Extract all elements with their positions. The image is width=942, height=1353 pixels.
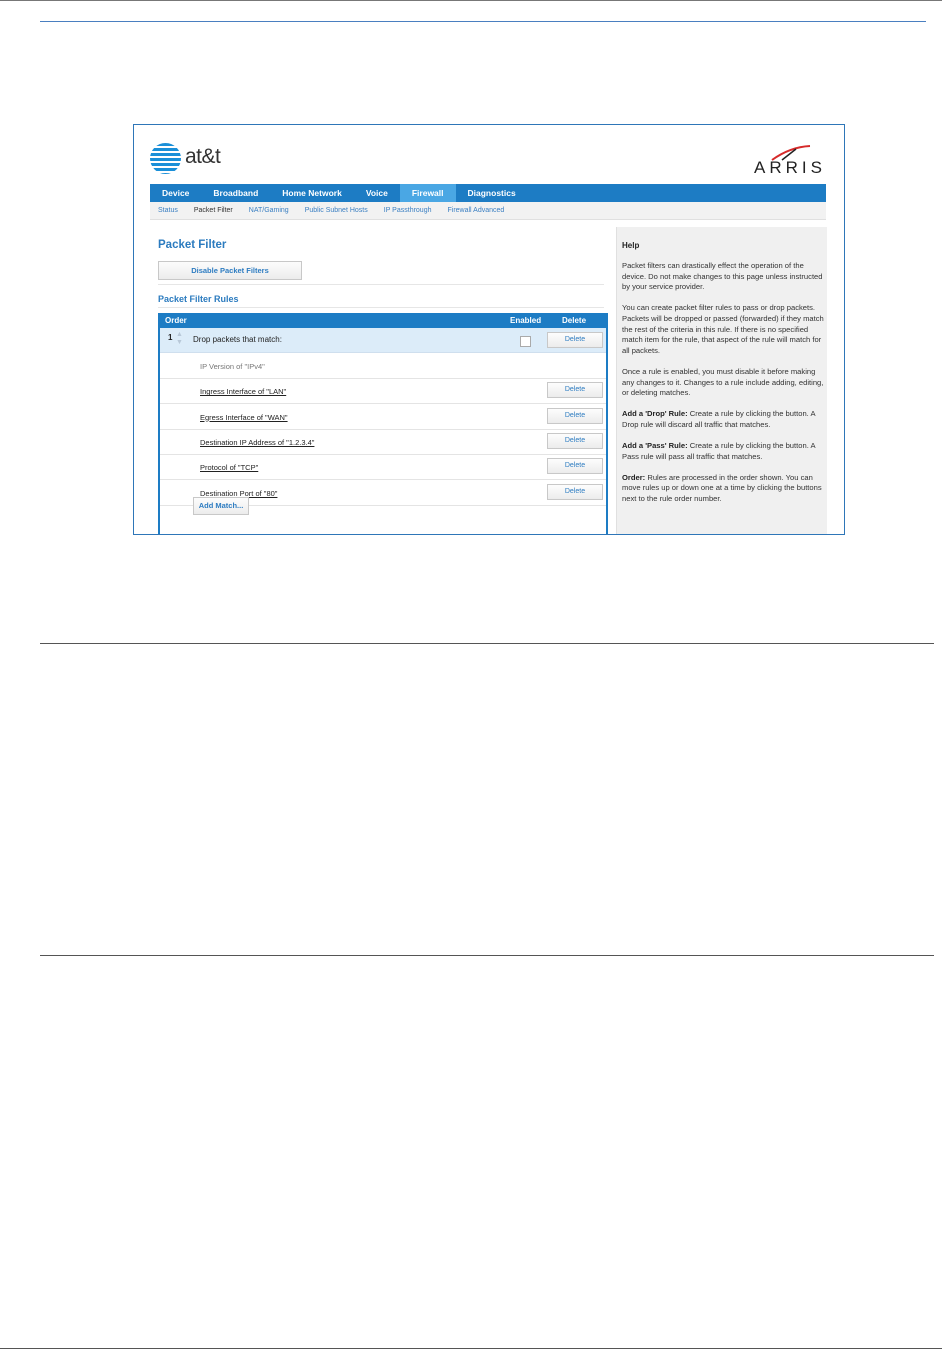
match-delete-button[interactable]: Delete (547, 433, 603, 449)
tab-firewall[interactable]: Firewall (400, 184, 456, 202)
match-delete-button[interactable]: Delete (547, 408, 603, 424)
help-term: Add a 'Pass' Rule: (622, 441, 688, 451)
router-ui (150, 125, 826, 534)
tab-diagnostics[interactable]: Diagnostics (467, 188, 516, 198)
match-label[interactable]: Egress Interface of "WAN" (200, 412, 288, 422)
help-title: Help (622, 241, 640, 250)
subnav-ip-passthrough[interactable]: IP Passthrough (383, 207, 432, 214)
help-body (622, 261, 826, 515)
tab-home-network[interactable]: Home Network (282, 188, 342, 198)
column-header-enabled: Enabled (510, 316, 542, 325)
match-delete-button[interactable]: Delete (547, 382, 603, 398)
help-paragraph: You can create packet filter rules to pass or drop packets. Packets will be dropped or passed (forwarded) if they match the rest of the criteria in this rule. If there is no specified match item for the rule, that aspect of the rule will match for all packets. (622, 303, 824, 355)
divider (158, 307, 604, 308)
match-row (160, 454, 606, 480)
help-text: Create a rule by clicking the button. A Drop rule will discard all traffic that matches. (622, 409, 816, 429)
help-paragraph (622, 409, 826, 430)
rule-enabled-checkbox[interactable] (520, 336, 531, 347)
column-header-delete: Delete (562, 316, 587, 325)
top-nav (150, 184, 826, 202)
help-paragraph (622, 441, 826, 462)
help-panel (616, 227, 827, 535)
divider (158, 284, 604, 285)
main-content (150, 227, 610, 535)
match-label: IP Version of "IPv4" (200, 362, 265, 371)
header-rule (40, 21, 926, 22)
add-match-button[interactable]: Add Match... (193, 497, 249, 515)
sub-nav (150, 202, 826, 220)
match-row (160, 378, 606, 404)
tab-broadband[interactable]: Broadband (213, 188, 259, 198)
subnav-nat-gaming[interactable]: NAT/Gaming (248, 207, 289, 214)
match-label[interactable]: Destination IP Address of "1.2.3.4" (200, 437, 315, 447)
help-term: Order: (622, 472, 646, 482)
page-top-border (0, 0, 942, 1)
rule-row (160, 328, 606, 353)
rule-delete-button[interactable]: Delete (547, 332, 603, 348)
att-globe-icon (150, 143, 181, 174)
reorder-arrows-icon[interactable]: ▲ ▼ (176, 331, 183, 346)
help-term: Add a 'Drop' Rule: (622, 409, 688, 419)
match-label[interactable]: Ingress Interface of "LAN" (200, 387, 287, 397)
tab-device[interactable]: Device (162, 188, 190, 198)
help-text: Create a rule by clicking the button. A Pass rule will pass all traffic that matches. (622, 441, 816, 461)
subnav-firewall-advanced[interactable]: Firewall Advanced (447, 207, 505, 214)
match-label[interactable]: Protocol of "TCP" (200, 463, 259, 473)
disable-packet-filters-button[interactable]: Disable Packet Filters (158, 261, 302, 280)
match-label[interactable]: Destination Port of "80" (200, 488, 278, 498)
rule-label: Drop packets that match: (193, 335, 282, 344)
match-delete-button[interactable]: Delete (547, 458, 603, 474)
help-paragraph (622, 473, 826, 505)
match-row (160, 429, 606, 455)
help-text: Rules are processed in the order shown. You can move rules up or down one at a time by clicking the buttons next to the rule order number. (622, 472, 822, 504)
page-divider (40, 955, 934, 956)
section-title: Packet Filter Rules (158, 294, 239, 304)
page-title: Packet Filter (158, 239, 227, 251)
att-logo (150, 143, 270, 177)
table-header (160, 313, 606, 328)
rule-order-number: 1 (168, 333, 173, 342)
subnav-public-subnet-hosts[interactable]: Public Subnet Hosts (304, 207, 368, 214)
arris-logo (736, 145, 826, 175)
tab-voice[interactable]: Voice (365, 188, 388, 198)
screenshot-frame (133, 124, 845, 535)
column-header-order: Order (165, 316, 187, 325)
subnav-status[interactable]: Status (158, 207, 178, 214)
packet-filter-rules-table (158, 313, 608, 535)
att-logo-text: at&t (185, 145, 221, 168)
arris-logo-text: ARRIS (754, 158, 826, 177)
help-paragraph: Packet filters can drastically effect the operation of the device. Do not make changes to this page unless instructed by your service provider. (622, 261, 823, 292)
match-row (160, 353, 606, 379)
match-row (160, 404, 606, 430)
page-bottom-border (0, 1348, 942, 1349)
match-delete-button[interactable]: Delete (547, 484, 603, 500)
page-divider (40, 643, 934, 644)
subnav-packet-filter[interactable]: Packet Filter (193, 207, 233, 214)
help-paragraph: Once a rule is enabled, you must disable it before making any changes to it. Changes to a rule include adding, editing, or deleting matches. (622, 366, 824, 398)
